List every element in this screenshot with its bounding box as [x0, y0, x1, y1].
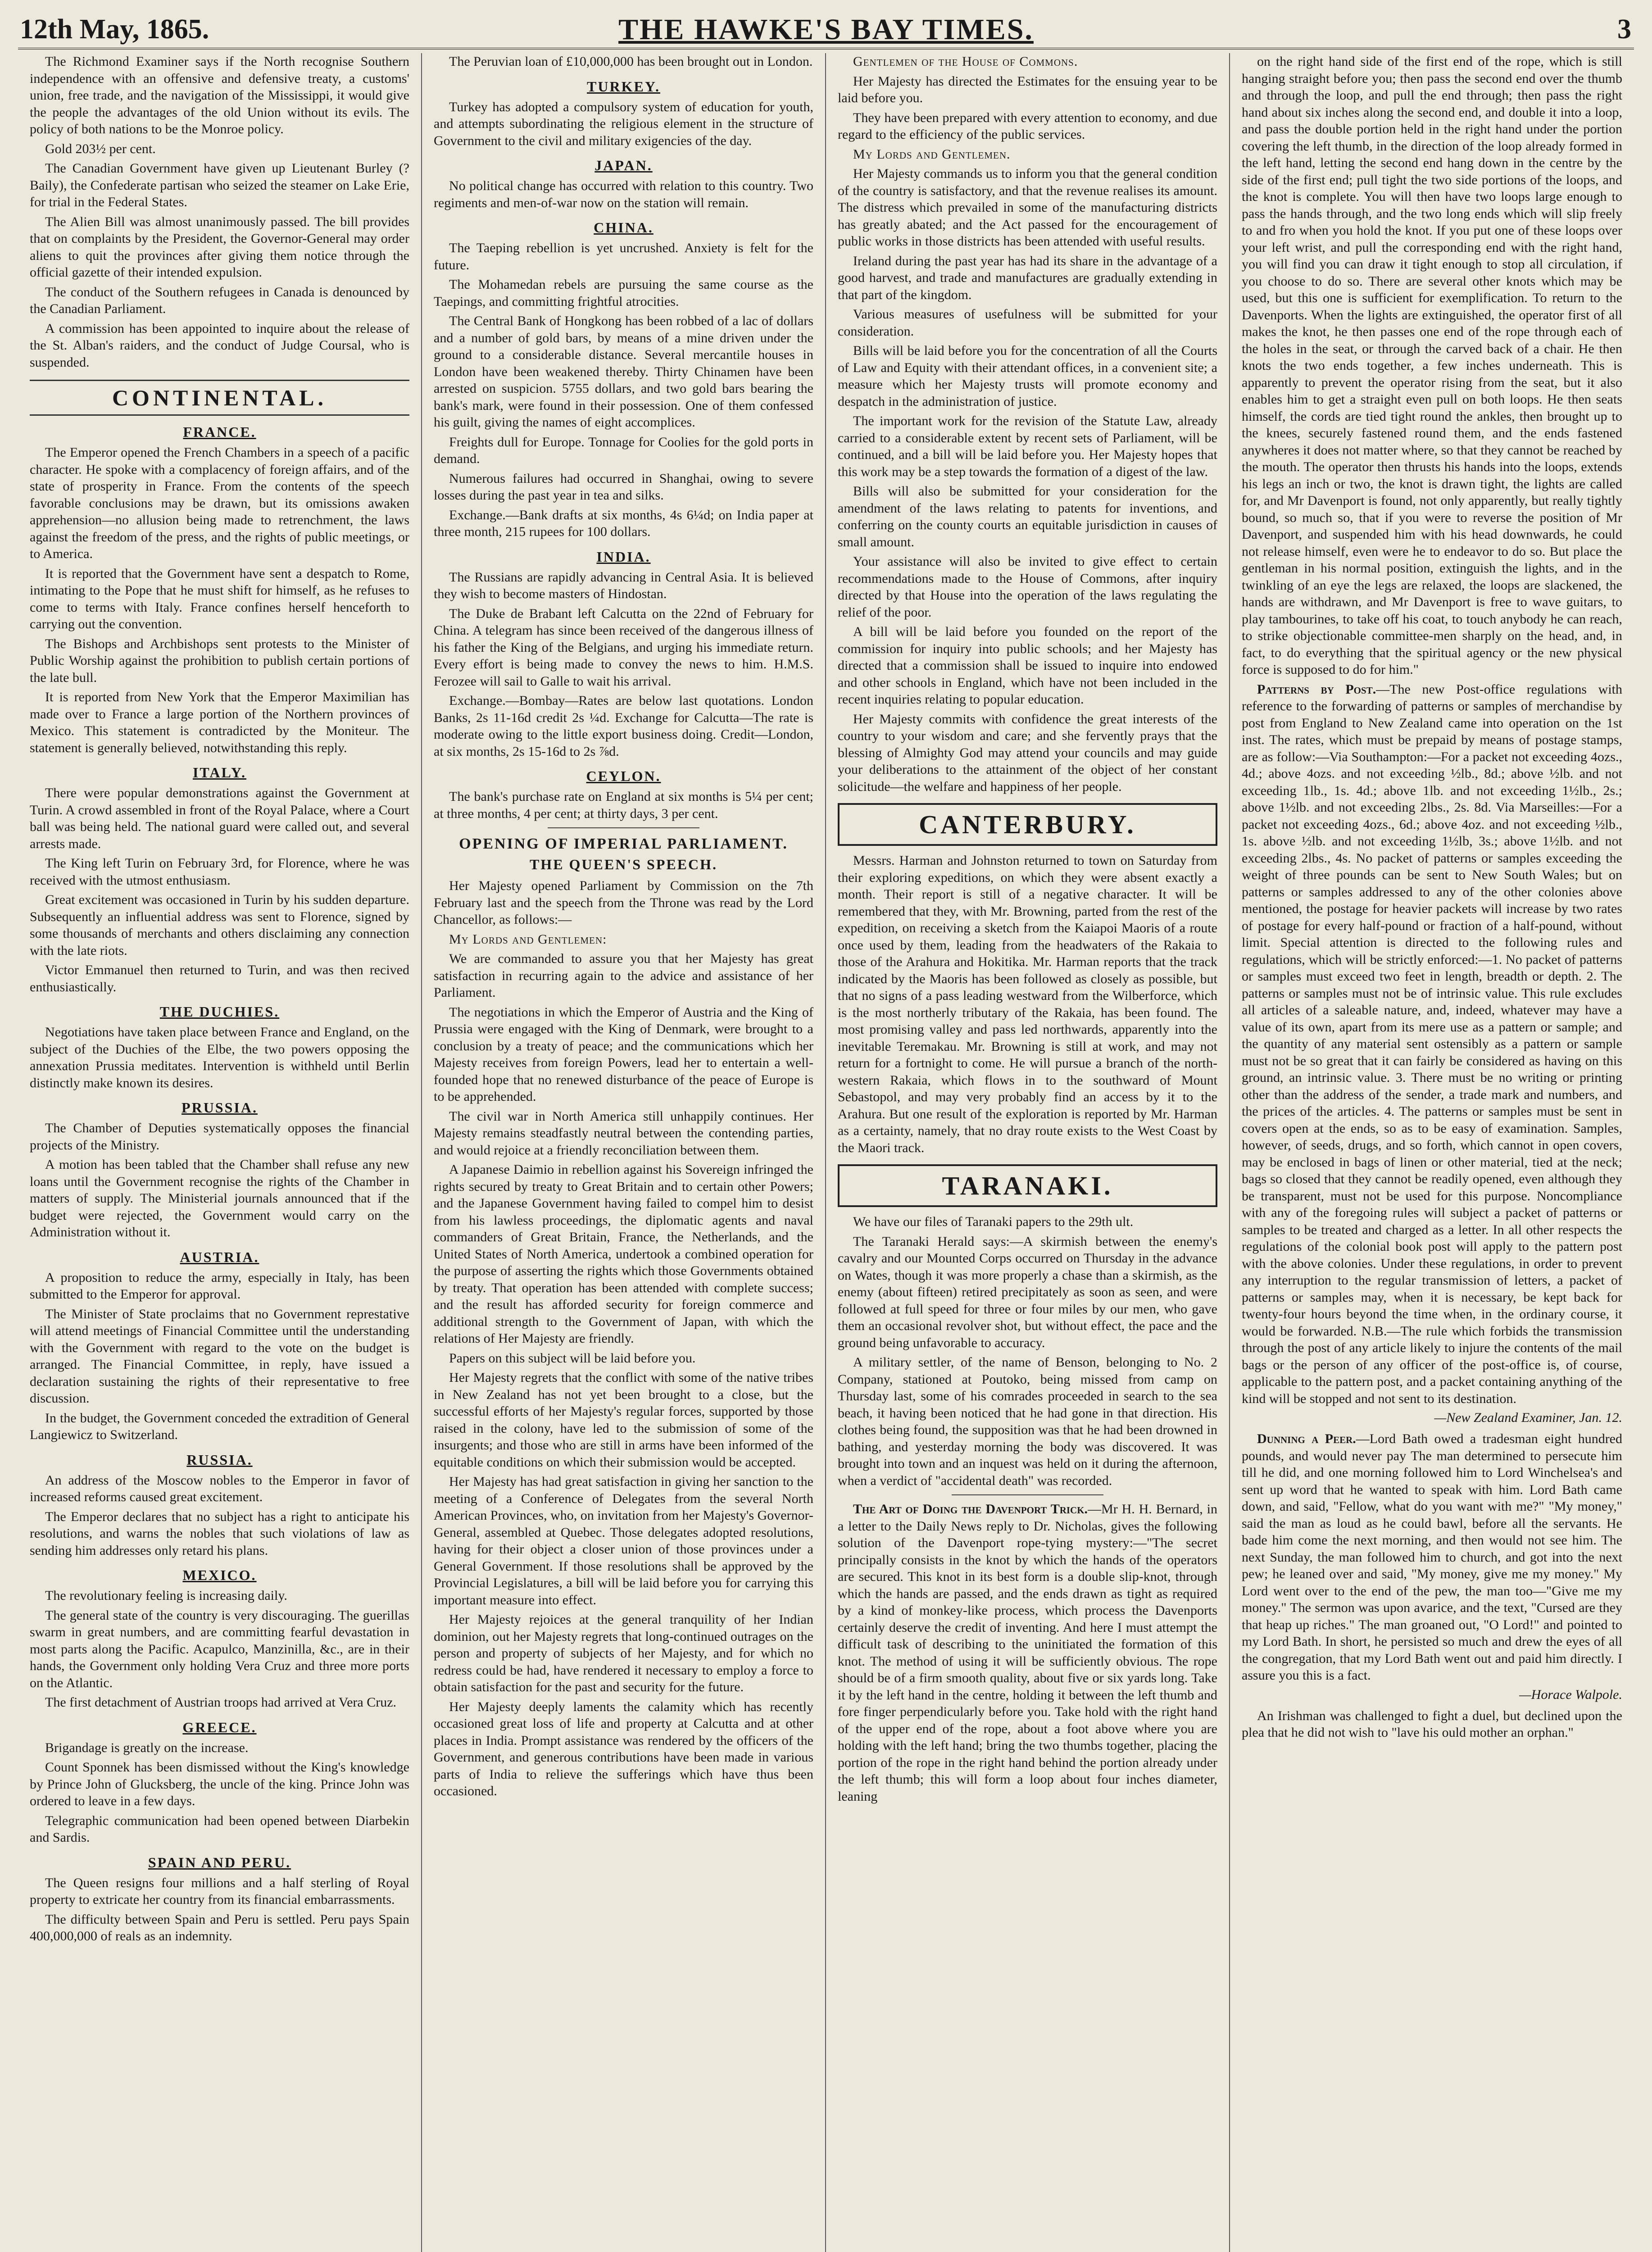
- divider: [548, 827, 699, 828]
- paragraph: Freights dull for Europe. Tonnage for Coolies for the gold ports in demand.: [434, 434, 813, 466]
- speech-intro: Her Majesty opened Parliament by Commission on the 7th February last and the speech from the Throne was read by the Lord Chancellor, as follows:—: [434, 878, 813, 927]
- issue-date: 12th May, 1865.: [20, 14, 209, 45]
- paragraph: We are commanded to assure you that her Majesty has great satisfaction in recurring again to the advice and assistance of her Parliament.: [434, 951, 813, 1000]
- duchies-news: [30, 1024, 409, 1091]
- turkey-heading: TURKEY.: [587, 78, 660, 95]
- paragraph: The Emperor declares that no subject has a right to anticipate his resolutions, and warns the nobles that such violations of law as sending him addresses only retard his plans.: [30, 1509, 409, 1558]
- paragraph: The Emperor opened the French Chambers in a speech of a pacific character. He spoke with a complacency of foreign affairs, and of the state of prosperity in France. From the contents of the speech favorable conclusions may be drawn, but its omissions awaken apprehension—no allusion being made to retrenchment, the laws against the freedom of the press, and the rights of public meetings, or to America.: [30, 445, 409, 561]
- paragraph: A motion has been tabled that the Chamber shall refuse any new loans until the Government recognise the rights of the Chamber in matters of supply. The Ministerial journals announced that if the budget were rejected, the Government would carry on the Administration without it.: [30, 1157, 409, 1240]
- paragraph: The King left Turin on February 3rd, for Florence, where he was received with the utmost enthusiasm.: [30, 856, 409, 888]
- paragraph: Her Majesty rejoices at the general tranquility of her Indian dominion, out her Majesty regrets that long-continued outrages on the person and property of subjects of her Majesty, and for which no redress could be had, have rendered it necessary to employ a force to obtain satisfaction for the past and security for the future.: [434, 1612, 813, 1694]
- paragraph: The Taranaki Herald says:—A skirmish between the enemy's cavalry and our Mounted Corps occurred on Thursday in the advance on Wates, though it was more properly a chase than a skirmish, as the enemy (about fifteen) retired precipitately as soon as seen, and were followed at full speed for three or four miles by our men, who gave them an occasional revolver shot, but without effect, the pace and the ground being unfavorable to accuracy.: [838, 1234, 1217, 1350]
- paragraph: The Alien Bill was almost unanimously passed. The bill provides that on complaints by the President, the Governor-General may order aliens to quit the provinces after giving them notice through the official gazette of their intended expulsion.: [30, 214, 409, 280]
- paragraph: The Canadian Government have given up Lieutenant Burley (? Baily), the Confederate partisan who seized the steamer on Lake Erie, for trial in the Federal States.: [30, 161, 409, 209]
- paragraph: A military settler, of the name of Benson, belonging to No. 2 Company, stationed at Poutoko, being missed from camp on Thursday last, some of his comrades proceeded in search to the sea beach, it having been noticed that he had gone in that direction. His clothes being found, the supposition was that he had been drowned in bathing, and yesterday morning the body was discovered. It was brought into town and an inquest was held on it during the afternoon, when a verdict of "accidental death" was recorded.: [838, 1355, 1217, 1488]
- canterbury-heading: CANTERBURY.: [838, 803, 1217, 846]
- paragraph: The Duke de Brabant left Calcutta on the 22nd of February for China. A telegram has since been received of the dangerous illness of his father the King of the Belgians, and urging his immediate return. Every effort is being made to convey the news to him. H.M.S. Ferozee will sail to Galle to wait his arrival.: [434, 606, 813, 689]
- davenport-text: —Mr H. H. Bernard, in a letter to the Daily News reply to Dr. Nicholas, gives the following solution of the Davenport rope-tying mystery:—"The secret principally consists in the knot by which the hands of the operators are secured. This knot in its best form is a double slip-knot, through which the hands are passed, and the ends drawn as tight as required by a kind of monkey-like process, which process the Davenports certainly deserve the credit of inventing. And here I must attempt the difficult task of describing to the uninitiated the formation of this knot. The method of using it will be sufficiently obvious. The rope should be of a firm smooth quality, about five or six yards long. Take it by the left hand in the centre, holding it between the left thumb and fore finger perpendicularly before you. Take hold with the right hand of the upper end of the rope, about a foot above where you are holding with the left hand; bring the two thumbs together, placing the portion of the rope in the right hand behind the portion already under the left thumb; this will form a loop about four inches diameter, leaning: [838, 1502, 1217, 1804]
- paragraph: An address of the Moscow nobles to the Emperor in favor of increased reforms caused great excitement.: [30, 1472, 409, 1504]
- column-2: [422, 53, 826, 2252]
- paragraph: Bills will be laid before you for the concentration of all the Courts of Law and Equity with their attendant offices, in a convenient site; a measure which her Majesty trusts will promote economy and despatch in the administration of justice.: [838, 343, 1217, 409]
- column-3: [826, 53, 1230, 2252]
- taranaki-news: [838, 1213, 1217, 1489]
- columns: [18, 53, 1634, 2252]
- paragraph: They have been prepared with every attention to economy, and due regard to the efficiency of the public services.: [838, 110, 1217, 142]
- paragraph: The revolutionary feeling is increasing daily.: [45, 1588, 287, 1603]
- paragraph: Exchange.—Bombay—Rates are below last quotations. London Banks, 2s 11-16d credit 2s ¼d. Exchange for Calcutta—The rate is moderate owing to the little export business doing. Credit—London, at six months, 2s 15-16d to 2s ⅞d.: [434, 693, 813, 759]
- newspaper-title: THE HAWKE'S BAY TIMES.: [618, 13, 1034, 46]
- prussia-heading: PRUSSIA.: [182, 1099, 258, 1116]
- paragraph: Ireland during the past year has had its share in the advantage of a good harvest, and trade and manufactures are gradually extending in that part of the kingdom.: [838, 253, 1217, 302]
- paragraph: Her Majesty has directed the Estimates for the ensuing year to be laid before you.: [838, 73, 1217, 105]
- peru-loan: The Peruvian loan of £10,000,000 has been brought out in London.: [449, 54, 813, 69]
- irishman-item: [1242, 1707, 1622, 1741]
- austria-news: [30, 1269, 409, 1444]
- india-news: [434, 569, 813, 760]
- paragraph: The Mohamedan rebels are pursuing the same course as the Taepings, and committing frightful atrocities.: [434, 277, 813, 309]
- paragraph: The important work for the revision of the Statute Law, already carried to a considerable extent by recent sets of Parliament, will be continued, and a bill will be laid before you. Her Majesty hopes that this work may be a step towards the formation of a digest of the law.: [838, 413, 1217, 479]
- spain-peru-heading: SPAIN AND PERU.: [148, 1854, 291, 1871]
- china-heading: CHINA.: [594, 219, 654, 236]
- patterns-lead: Patterns by Post.: [1257, 681, 1376, 697]
- turkey-news: [434, 99, 813, 150]
- paragraph: It is reported that the Government have sent a despatch to Rome, intimating to the Pope that he must shift for himself, as he refuses to come to terms with Italy. France confines herself henceforth to carrying out the convention.: [30, 566, 409, 631]
- paragraph: Her Majesty commands us to inform you that the general condition of the country is satisfactory, and that the revenue realises its amount. The distress which prevailed in some of the manufacturing districts has greatly abated; and the Act passed for the encouragement of public works in those districts has been attended with useful results.: [838, 166, 1217, 249]
- china-news: [434, 240, 813, 540]
- paragraph: Victor Emmanuel then returned to Turin, and was then recived enthusiastically.: [30, 963, 409, 994]
- paragraph: The general state of the country is very discouraging. The guerillas swarm in great numbers, and are committing fearful devastation in most parts along the Pacific. Acapulco, Manzinilla, &c., are in their hands, the Government only holding Vera Cruz and three more ports on the Atlantic.: [30, 1607, 409, 1690]
- greece-news: [30, 1739, 409, 1846]
- continental-heading: CONTINENTAL.: [30, 380, 409, 416]
- paragraph: The negotiations in which the Emperor of Austria and the King of Prussia were engaged with the King of Denmark, were brought to a conclusion by a treaty of peace; and the communications which her Majesty receives from foreign Powers, lead her to entertain a well-founded hope that no renewed disturbance of the peace of Europe is to be apprehended.: [434, 1004, 813, 1104]
- paragraph: The Taeping rebellion is yet uncrushed. Anxiety is felt for the future.: [434, 241, 813, 272]
- paragraph: It is reported from New York that the Emperor Maximilian has made over to France a large portion of the Northern provinces of Mexico. This statement is contradicted by the Moniteur. The statement is generally believed, notwithstanding this reply.: [30, 690, 409, 755]
- dunning-text: —Lord Bath owed a tradesman eight hundred pounds, and would never pay The man determined to persecute him till he did, and one morning followed him to Lord Winchelsea's and sent up word that he wanted to speak with him. Lord Bath came down, and said, "Fellow, what do you want with me?" "My money," said the man as loud as he could bawl, before all the servants. He bade him come the next morning, and then would not see him. The next Sunday, the man followed him to church, and got into the next pew; he leaned over and said, "My money, give me my money." My Lord went over to the end of the pew, the man too—"Give me my money." The sermon was upon avarice, and the text, "Cursed are they that heap up riches." The man groaned out, "O Lord!" and pointed to my Lord Bath. In short, he persisted so much and drew the eyes of all the congregation, that my Lord Bath went out and paid him directly. I assure you this is a fact.: [1242, 1431, 1622, 1683]
- masthead: [18, 13, 1634, 50]
- paragraph: Bills will also be submitted for your consideration for the amendment of the laws relating to patents for inventions, and conferring on the county courts an equitable jurisdiction in causes of small amount.: [838, 484, 1217, 549]
- dunning-article: [1242, 1430, 1622, 1684]
- paragraph: There were popular demonstrations against the Government at Turin. A crowd assembled in front of the Royal Palace, where a Court ball was being held. The national guard were called out, and several arrests made.: [30, 785, 409, 851]
- paragraph: Gold 203½ per cent.: [45, 141, 156, 156]
- france-heading: FRANCE.: [183, 424, 256, 440]
- paragraph: The Russians are rapidly advancing in Central Asia. It is believed they wish to become masters of Hindostan.: [434, 569, 813, 601]
- paragraph: The Central Bank of Hongkong has been robbed of a lac of dollars and a number of gold bars, by means of a mine driven under the ground to a considerable distance. Several mercantile houses in London have been weakened thereby. Thirty Chinamen have been arrested on suspicion. 5755 dollars, and two gold bars bearing the bank's mark, were found in their possession. One of them confessed his guilt, giving the names of eight accomplices.: [434, 313, 813, 430]
- queens-speech-heading: THE QUEEN'S SPEECH.: [529, 856, 718, 872]
- paragraph: Your assistance will also be invited to give effect to certain recommendations made to the House of Commons, after inquiry directed by that House into the operation of the laws regulating the relief of the poor.: [838, 554, 1217, 620]
- dunning-attribution: —Horace Walpole.: [1519, 1687, 1622, 1702]
- parliament-heading: OPENING OF IMPERIAL PARLIAMENT.: [459, 835, 788, 852]
- paragraph: We have our files of Taranaki papers to the 29th ult.: [853, 1214, 1134, 1229]
- paragraph: on the right hand side of the first end of the rope, which is still hanging straight before you; then pass the second end over the thumb and through the loop, and pull the end through; then pass the right hand about six inches along the second end, and double it into a loop, and pass the double portion held in the right hand under the portion covering the left thumb, in the direction of the loop already formed in the left hand, letting the second end hang down in the centre by the side of the first end; pull tight the two side portions of the loops, and the knot is complete. You will then have two loops large enough to pass the hands through, and the two long ends which will slip freely to and fro when you hold the knot. If you put one of these loops over your left wrist, and pull the corresponding end with the right hand, you will find you can draw it tight enough to stop all circulation, if you choose to do so. There are several other knots which may be used, but this one is sufficient for exemplification. To return to the Davenports. When the lights are extinguished, the operator first of all makes the knot, he then passes one end of the rope through each of the holes in the seat, or through the carved back of a chair. He then knots the two ends together, a few inches underneath. This is apparently to prevent the operator rising from the seat, but it also enables him to get a straight even pull on both loops. He then seats himself, the cords are tied tight round the ankles, then brought up to the knees, securely fastened round them, and the ends fastened anywheres it does not matter where, so that they cannot be reached by the mouth. The operator then thrusts his hands into the loops, extends his legs an inch or two, the knot is drawn tight, the lights are called for, and Mr Davenport is found, not only apparently, but really tightly bound, so much so, that if you were to reverse the position of Mr Davenport, and suspended him with his head downwards, he could not release himself, even were he to endeavor to do so. But place the gentleman in his normal position, extinguish the lights, and in the twinkling of an eye the legs are relaxed, the loops are slackened, the hands are withdrawn, and Mr Davenport is free to wave guitars, to play tambourines, to take off his coat, to touch anybody he can reach, to strike objectionable committee-men sharply on the head, and, in fact, to do everything that the spiritual agency or the new physical force is supposed to do for him.": [1242, 54, 1622, 677]
- ceylon-heading: CEYLON.: [586, 768, 661, 784]
- paragraph: Negotiations have taken place between France and England, on the subject of the Duchies of the Elbe, the two powers opposing the annexation Prussia meditates. Intervention is withheld until Berlin distinctly make known its desires.: [30, 1025, 409, 1090]
- paragraph: The Richmond Examiner says if the North recognise Southern independence with an offensive and defensive treaty, a customs' union, free trade, and the navigation of the Mississippi, it would give the people the advantages of the old Union without its evils. The policy of both nations to be the Monroe policy.: [30, 54, 409, 136]
- paragraph: Telegraphic communication had been opened between Diarbekin and Sardis.: [30, 1813, 409, 1845]
- paragraph: The Chamber of Deputies systematically opposes the financial projects of the Ministry.: [30, 1121, 409, 1153]
- taranaki-heading: TARANAKI.: [838, 1164, 1217, 1207]
- dunning-lead: Dunning a Peer.: [1257, 1431, 1356, 1446]
- paragraph: The Bishops and Archbishops sent protests to the Minister of Public Worship against the prohibition to publish certain portions of the late bull.: [30, 636, 409, 685]
- mexico-news: [30, 1587, 409, 1711]
- paragraph: The conduct of the Southern refugees in Canada is denounced by the Canadian Parliament.: [30, 284, 409, 316]
- divider: [952, 1494, 1103, 1495]
- paragraph: Various measures of usefulness will be submitted for your consideration.: [838, 307, 1217, 339]
- paragraph: A Japanese Daimio in rebellion against his Sovereign infringed the rights secured by treaty to Great Britain and to certain other Powers; and the Japanese Government having failed to compel him to desist from his lawless proceedings, the diplomatic agents and naval commanders of Great Britain, France, the Netherlands, and the United States of North America, undertook a combined operation for the purpose of asserting the rights which those Governments obtained by treaty. That operation has been attended with complete success; and the result has afforded security for foreign commerce and additional strength to the Government of Japan, with which the relations of Her Majesty are friendly.: [434, 1162, 813, 1346]
- lords-text: [838, 165, 1217, 795]
- italy-heading: ITALY.: [192, 764, 247, 781]
- prussia-news: [30, 1120, 409, 1241]
- paragraph: The first detachment of Austrian troops had arrived at Vera Cruz.: [45, 1695, 397, 1710]
- queens-speech: [434, 950, 813, 1800]
- japan-news: [434, 177, 813, 211]
- davenport-lead: The Art of Doing the Davenport Trick.: [853, 1502, 1088, 1516]
- paragraph: The civil war in North America still unhappily continues. Her Majesty remains steadfastly neutral between the contending parties, and would rejoice at a friendly reconciliation between them.: [434, 1108, 813, 1158]
- paragraph: The Minister of State proclaims that no Government represtative will attend meetings of Financial Committee until the understanding with the Government with regard to the vote on the budget is arranged. The Financial Committee, in reply, have issued a declaration sustaining the rights of their representative to free discussion.: [30, 1306, 409, 1406]
- paragraph: An Irishman was challenged to fight a duel, but declined upon the plea that he did not wish to "lave his ould mother an orphan.": [1242, 1708, 1622, 1740]
- paragraph: Papers on this subject will be laid before you.: [449, 1350, 696, 1366]
- davenport-article: [838, 1501, 1217, 1805]
- patterns-article: [1242, 681, 1622, 1408]
- paragraph: The bank's purchase rate on England at six months is 5¼ per cent; at three months, 4 per cent; at thirty days, 3 per cent.: [434, 789, 813, 821]
- paragraph: Turkey has adopted a compulsory system of education for youth, and attempts subordinating the religious element in the structure of Government to the civil and military exigencies of the day.: [434, 99, 813, 148]
- japan-heading: JAPAN.: [595, 157, 653, 173]
- commons-heading: Gentlemen of the House of Commons.: [853, 54, 1078, 69]
- patterns-text: —The new Post-office regulations with reference to the forwarding of patterns or samples of merchandise by post from England to New Zealand came into operation on the 1st inst. The rates, which must be prepaid by means of postage stamps, are as follow:—Via Southampton:—For a packet not exceeding 4ozs., 4d.; above 4ozs. and not exceeding ½lb., 8d.; above ½lb. and not exceeding 1lb., 1s. 4d.; above 1lb. and not exceeding 1½lb., 2s.; above 1½lb. and not exceeding 2lbs., 2s. 8d. Via Marseilles:—For a packet not exceeding 4ozs., 6d.; above 4oz. and not exceeding ½lb., 1s. above ½lb. and not exceeding 1½lb, 3s.; above 1½lb. and not exceeding 2lbs., 4s. No packet of patterns or samples exceeding the weight of three pounds can be sent to New South Wales; but on patterns or samples addressed to any of the other colonies above mentioned, the postage for heavier packets will increase by two rates of postage for every half-pound or fraction of a half-pound, without limit. Special attention is directed to the following rules and regulations, which will be strictly enforced:—1. No packet of patterns or samples must exceed two feet in length, breadth or depth. 2. The patterns or samples must not be of intrinsic value. This rule excludes all articles of a saleable nature, and, indeed, whatever may have a value of its own, apart from its mere use as a pattern or sample; and the quantity of any material sent ostensibly as a pattern or sample must not be so great that it can fairly be considered as having on this ground, an intrinsic value. 3. There must be no writing or printing other than the address of the sender, a trade mark and numbers, and the prices of the articles. 4. The patterns or samples must be sent in covers open at the ends, so as to be easy of examination. Samples, however, of seeds, drugs, and so forth, which cannot in open covers, may be enclosed in bags of linen or other material, tied at the neck; bags so closed that they cannot be readily opened, even although they be transparent, must not be used for this purpose. Noncompliance with any of the foregoing rules will subject a packet of patterns or samples to be treated and charged as a letter. In all other respects the regulations of the colonial book post will apply to the pattern post with the above colonies. Under these regulations, in order to prevent any interruption to the regular transmission of letters, a packet of patterns or samples may, when it is necessary, be kept back for twenty-four hours beyond the time when, in the ordinary course, it would be forwarded. N.B.—The rule which forbids the transmission through the post of any article likely to injure the contents of the mail bags or the person of any officer of the post-office is, of course, applicable to the pattern post, and a packet containing anything of the kind will be stopped and not sent to its destination.: [1242, 681, 1622, 1406]
- paragraph: Exchange.—Bank drafts at six months, 4s 6¼d; on India paper at three month, 215 rupees for 100 dollars.: [434, 507, 813, 539]
- column-4: [1230, 53, 1634, 2252]
- india-heading: INDIA.: [596, 548, 651, 565]
- commons-text: [838, 73, 1217, 143]
- patterns-attribution: —New Zealand Examiner, Jan. 12.: [1434, 1410, 1622, 1425]
- paragraph: Great excitement was occasioned in Turin by his sudden departure. Subsequently an influential address was sent to Florence, signed by some thousands of merchants and others disclaiming any connection with the late riots.: [30, 892, 409, 958]
- address-line: My Lords and Gentlemen:: [449, 931, 607, 947]
- paragraph: Her Majesty commits with confidence the great interests of the country to your wisdom and care; and she fervently prays that the blessing of Almighty God may attend your councils and may guide your deliberations to the attainment of the object of her constant solicitude—the welfare and happiness of her people.: [838, 711, 1217, 794]
- davenport-continued: [1242, 53, 1622, 678]
- paragraph: A bill will be laid before you founded on the report of the commission for inquiry into public schools; and her Majesty has directed that a commission shall be issued to inquire into endowed and other schools in England, which have not been included in the recent inquiries relating to popular education.: [838, 624, 1217, 707]
- paragraph: Messrs. Harman and Johnston returned to town on Saturday from their exploring expeditions, on which they were absent exactly a month. Their report is still of a negative character. It will be remembered that they, with Mr. Browning, parted from the rest of the expedition, on receiving a sketch from the Kaiapoi Maoris of a route once used by them, leading from the headwaters of the Rakaia to those of the Arahura and Hokitika. Mr. Harman reports that the track indicated by the Maoris has been followed as closely as possible, but that no signs of a pass leading westward from the Wilberforce, which is the most northerly tributary of the Rakaia, has been found. The most promising valley and pass led northwards, apparently into the inevitable Teremakau. Mr. Browning is still at work, and may not return for a fortnight to come. He will pursue a branch of the north-western Rakaia, which flows in to the southward of Mount Sebastopol, and may very probably find an access by it to the Arahura. But one result of the exploration is reported by Mr. Harman as a certainty, namely, that no dray route exists to the West Coast by the Maori track.: [838, 853, 1217, 1155]
- paragraph: Numerous failures had occurred in Shanghai, owing to severe losses during the past year in tea and silks.: [434, 471, 813, 503]
- paragraph: The difficulty between Spain and Peru is settled. Peru pays Spain 400,000,000 of reals as an indemnity.: [30, 1911, 409, 1943]
- column-1: [18, 53, 422, 2252]
- lords-heading: My Lords and Gentlemen.: [853, 146, 1011, 162]
- paragraph: Her Majesty regrets that the conflict with some of the native tribes in New Zealand has not yet been brought to a close, but the successful efforts of her Majesty's regular forces, supported by those raised in the colony, have led to the submission of some of the insurgents; and those who are still in arms have been informed of the equitable conditions on which their submission would be accepted.: [434, 1370, 813, 1470]
- american-news: [30, 53, 409, 371]
- canterbury-news: [838, 852, 1217, 1156]
- russia-heading: RUSSIA.: [186, 1451, 253, 1468]
- paragraph: No political change has occurred with relation to this country. Two regiments and men-of-war now on the station will remain.: [434, 178, 813, 210]
- austria-heading: AUSTRIA.: [180, 1249, 259, 1265]
- paragraph: The Queen resigns four millions and a half sterling of Royal property to extricate her country from its financial embarrassments.: [30, 1875, 409, 1907]
- spain-peru-news: [30, 1875, 409, 1945]
- paragraph: Her Majesty has had great satisfaction in giving her sanction to the meeting of a Conference of Delegates from the several North American Provinces, who, on invitation from her Majesty's Governor-General, assembled at Quebec. Those delegates adopted resolutions, having for their object a closer union of those provinces under a General Government. If those resolutions shall be approved by the Provincial Legislatures, a bill will be laid before you for carrying this important measure into effect.: [434, 1474, 813, 1607]
- italy-news: [30, 785, 409, 995]
- greece-heading: GREECE.: [182, 1719, 257, 1735]
- paragraph: A proposition to reduce the army, especially in Italy, has been submitted to the Emperor for approval.: [30, 1270, 409, 1302]
- ceylon-news: [434, 788, 813, 822]
- page-number: 3: [1617, 14, 1631, 45]
- russia-news: [30, 1472, 409, 1559]
- duchies-heading: THE DUCHIES.: [159, 1003, 280, 1020]
- mexico-heading: MEXICO.: [182, 1567, 257, 1583]
- paragraph: Her Majesty deeply laments the calamity which has recently occasioned great loss of life and property at Calcutta and at other places in India. Prompt assistance was rendered by the officers of the Government, and generous contributions have been made in various parts of India to relieve the sufferings which have thus been occasioned.: [434, 1699, 813, 1798]
- paragraph: A commission has been appointed to inquire about the release of the St. Alban's raiders, and the conduct of Judge Coursal, who is suspended.: [30, 321, 409, 370]
- france-news: [30, 444, 409, 756]
- paragraph: Brigandage is greatly on the increase.: [45, 1740, 249, 1755]
- paragraph: In the budget, the Government conceded the extradition of General Langiewicz to Switzerland.: [30, 1410, 409, 1442]
- paragraph: Count Sponnek has been dismissed without the King's knowledge by Prince John of Glucksberg, the uncle of the king. Prince John was ordered to leave in a few days.: [30, 1760, 409, 1808]
